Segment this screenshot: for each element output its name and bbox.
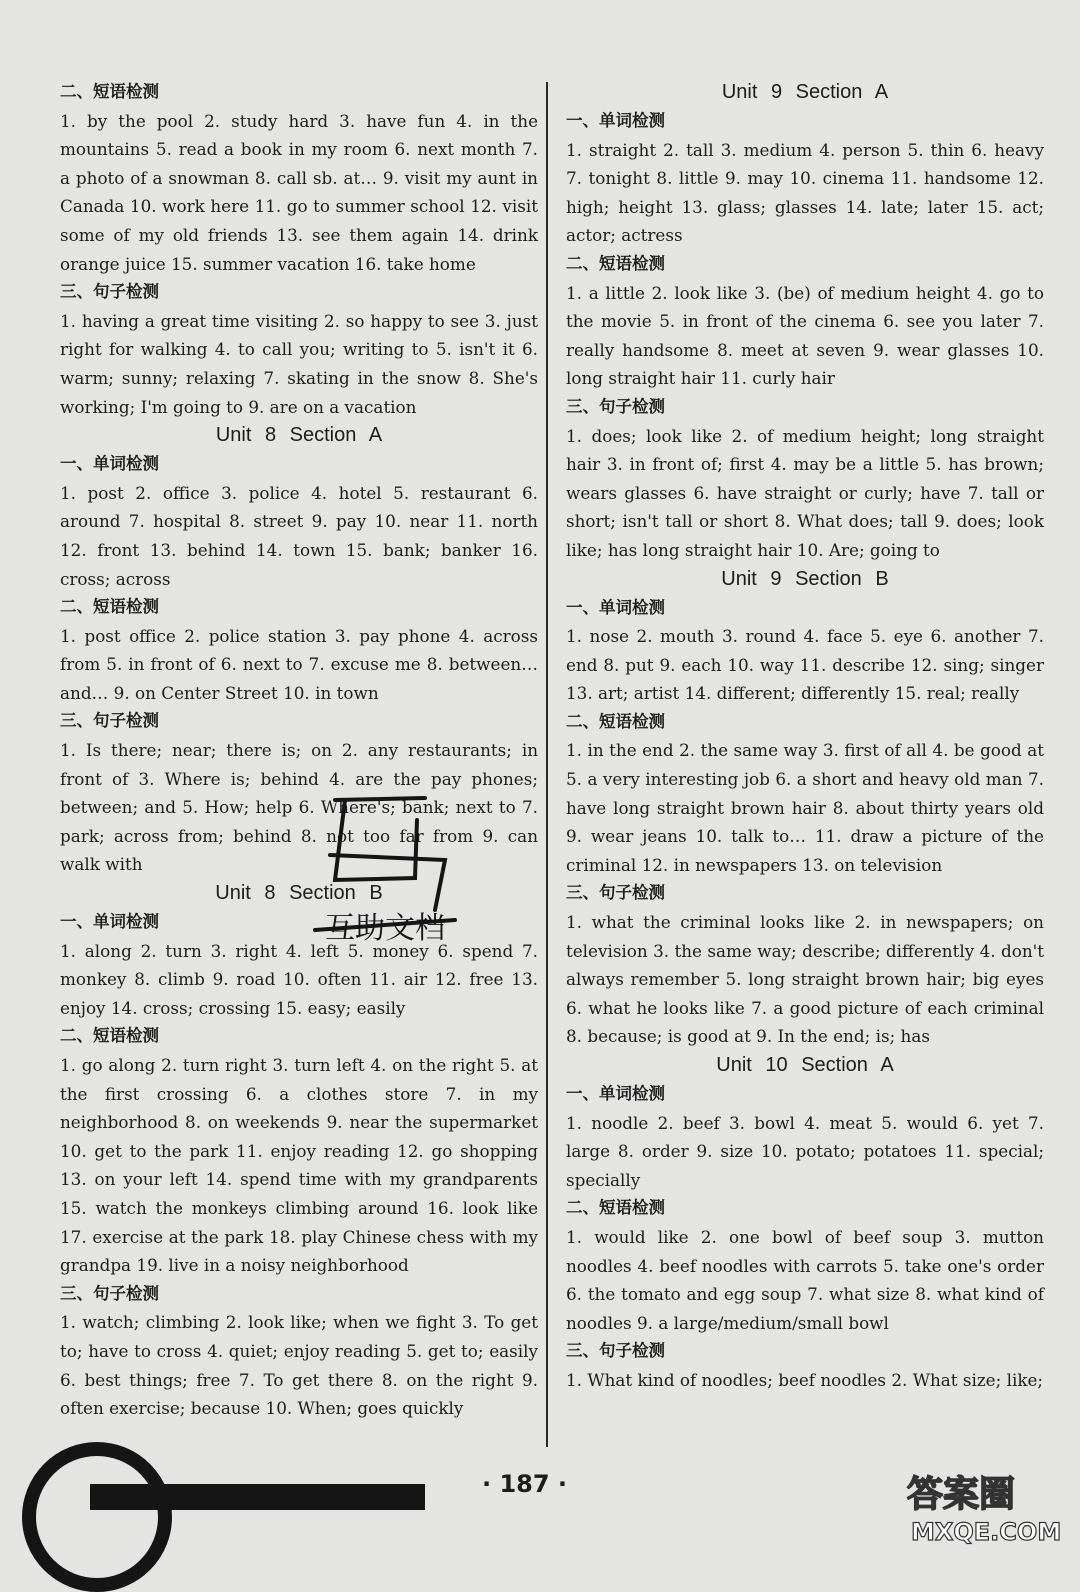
unit-title: Unit 8 Section A <box>215 424 383 447</box>
answer-paragraph: 1. watch; climbing 2. look like; when we fight 3. To get to; have to cross 4. quiet; enjoy reading 5. get to; easily 6. best things; free 7. To get there 8. on the right 9. often exercise; because 10. When; goes quickly <box>60 1312 538 1419</box>
answer-paragraph: 1. what the criminal looks like 2. in newspapers; on television 3. the same way; describe; differently 4. don't always remember 5. long straight brown hair; big eyes 6. what he looks like 7. a good picture of each criminal 8. because; is good at 9. In the end; is; has <box>566 912 1044 1047</box>
section-heading: 二、短语检测 <box>60 82 159 101</box>
unit-title: Unit 10 Section A <box>716 1054 894 1076</box>
section-heading: 一、单词检测 <box>566 111 665 130</box>
section-heading: 三、句子检测 <box>566 883 665 903</box>
answer-paragraph: 1. What kind of noodles; beef noodles 2. What size; like; <box>566 1369 1044 1390</box>
section-heading: 一、单词检测 <box>566 597 665 617</box>
section-heading: 二、短语检测 <box>566 711 665 731</box>
unit-title: Unit 8 Section B <box>215 882 383 905</box>
section-heading: 二、短语检测 <box>60 597 159 617</box>
unit-title: Unit 9 Section B <box>721 567 889 590</box>
answer-paragraph: 1. straight 2. tall 3. medium 4. person 5. thin 6. heavy 7. tonight 8. little 9. may 10. cinema 11. handsome 12. high; height 13. glass; glasses 14. late; later 15. act; actor; actress <box>566 139 1044 246</box>
answer-paragraph: 1. does; look like 2. of medium height; long straight hair 3. in front of; first 4. may be a little 5. has brown; wears glasses 6. have straight or curly; have 7. tall or short; isn't tall or short 8. What does; tall 9. does; look like; has long straight hair 10. Are; going to <box>566 425 1044 560</box>
answer-paragraph: 1. post office 2. police station 3. pay phone 4. across from 5. in front of 6. next to 7. excuse me 8. between… and… 9. on Center Street 10. in town <box>60 625 538 703</box>
answer-paragraph: 1. in the end 2. the same way 3. first of all 4. be good at 5. a very interesting job 6. a short and heavy old man 7. have long straight brown hair 8. about thirty years old 9. wear jeans 10. talk to… 11. draw a picture of the criminal 12. in newspapers 13. on television <box>566 740 1044 875</box>
handwritten-stamp-graphic <box>305 760 485 950</box>
section-heading: 三、句子检测 <box>60 1283 159 1303</box>
right-column <box>566 78 1044 1395</box>
answer-paragraph: 1. by the pool 2. study hard 3. have fun 4. in the mountains 5. read a book in my room 6. next month 7. a photo of a snowman 8. call sb. at… 9. visit my aunt in Canada 10. work here 11. go to summer school 12. visit some of my old friends 13. see them again 14. drink orange juice 15. summer vacation 16. take home <box>60 110 538 274</box>
section-heading: 一、单词检测 <box>60 454 159 474</box>
svg-text:MXQE.COM: MXQE.COM <box>911 1518 1062 1546</box>
unit-title: Unit 9 Section A <box>721 81 889 103</box>
answer-paragraph: 1. go along 2. turn right 3. turn left 4. on the right 5. at the first crossing 6. a clothes store 7. in my neighborhood 8. on weekends 9. near the supermarket 10. get to the park 11. enjoy reading 12. go shopping 13. on your left 14. spend time with my grandparents 15. watch the monkeys climbing around 16. look like 17. exercise at the park 18. play Chinese chess with my grandpa 19. live in a noisy neighborhood <box>60 1055 538 1276</box>
answer-paragraph: 1. post 2. office 3. police 4. hotel 5. restaurant 6. around 7. hospital 8. street 9. pay 10. near 11. north 12. front 13. behind 14. town 15. bank; banker 16. cross; across <box>60 482 538 589</box>
section-heading: 二、短语检测 <box>566 1198 665 1218</box>
section-heading: 二、短语检测 <box>60 1026 159 1046</box>
footer-decoration-arc <box>22 1442 172 1592</box>
footer-decoration-bar <box>90 1484 425 1510</box>
watermark-logo <box>905 1468 1065 1548</box>
section-heading: 一、单词检测 <box>60 912 159 932</box>
answer-paragraph: 1. nose 2. mouth 3. round 4. face 5. eye 6. another 7. end 8. put 9. each 10. way 11. describe 12. sing; singer 13. art; artist 14. different; differently 15. real; really <box>566 626 1044 704</box>
section-heading: 三、句子检测 <box>60 711 159 731</box>
svg-text:答案圈: 答案圈 <box>907 1474 1016 1515</box>
column-divider <box>546 82 548 1447</box>
answer-paragraph: 1. Is there; near; there is; on 2. any restaurants; in front of 3. Where is; behind 4. are the pay phones; between; and 5. How; help 6. Where's; bank; next to 7. park; across from; behind 8. not too far from 9. can walk with <box>60 740 538 875</box>
page-number: · 187 · <box>482 1470 568 1498</box>
section-heading: 三、句子检测 <box>566 1341 665 1361</box>
svg-text:互助文档: 互助文档 <box>325 911 445 946</box>
section-heading: 三、句子检测 <box>566 396 665 416</box>
answer-paragraph: 1. having a great time visiting 2. so happy to see 3. just right for walking 4. to call you; writing to 5. isn't it 6. warm; sunny; relaxing 7. skating in the snow 8. She's working; I'm going to 9. are on a vacation <box>60 310 538 417</box>
left-column <box>60 78 538 1423</box>
answer-paragraph: 1. noodle 2. beef 3. bowl 4. meat 5. would 6. yet 7. large 8. order 9. size 10. potato; potatoes 11. special; specially <box>566 1112 1044 1190</box>
section-heading: 一、单词检测 <box>566 1084 665 1103</box>
section-heading: 三、句子检测 <box>60 282 159 302</box>
answer-paragraph: 1. would like 2. one bowl of beef soup 3. mutton noodles 4. beef noodles with carrots 5. take one's order 6. the tomato and egg soup 7. what size 8. what kind of noodles 9. a large/medium/small bowl <box>566 1226 1044 1333</box>
answer-paragraph: 1. along 2. turn 3. right 4. left 5. money 6. spend 7. monkey 8. climb 9. road 10. often 11. air 12. free 13. enjoy 14. cross; crossing 15. easy; easily <box>60 940 538 1018</box>
section-heading: 二、短语检测 <box>566 253 665 273</box>
answer-paragraph: 1. a little 2. look like 3. (be) of medium height 4. go to the movie 5. in front of the cinema 6. see you later 7. really handsome 8. meet at seven 9. wear glasses 10. long straight hair 11. curly hair <box>566 282 1044 389</box>
